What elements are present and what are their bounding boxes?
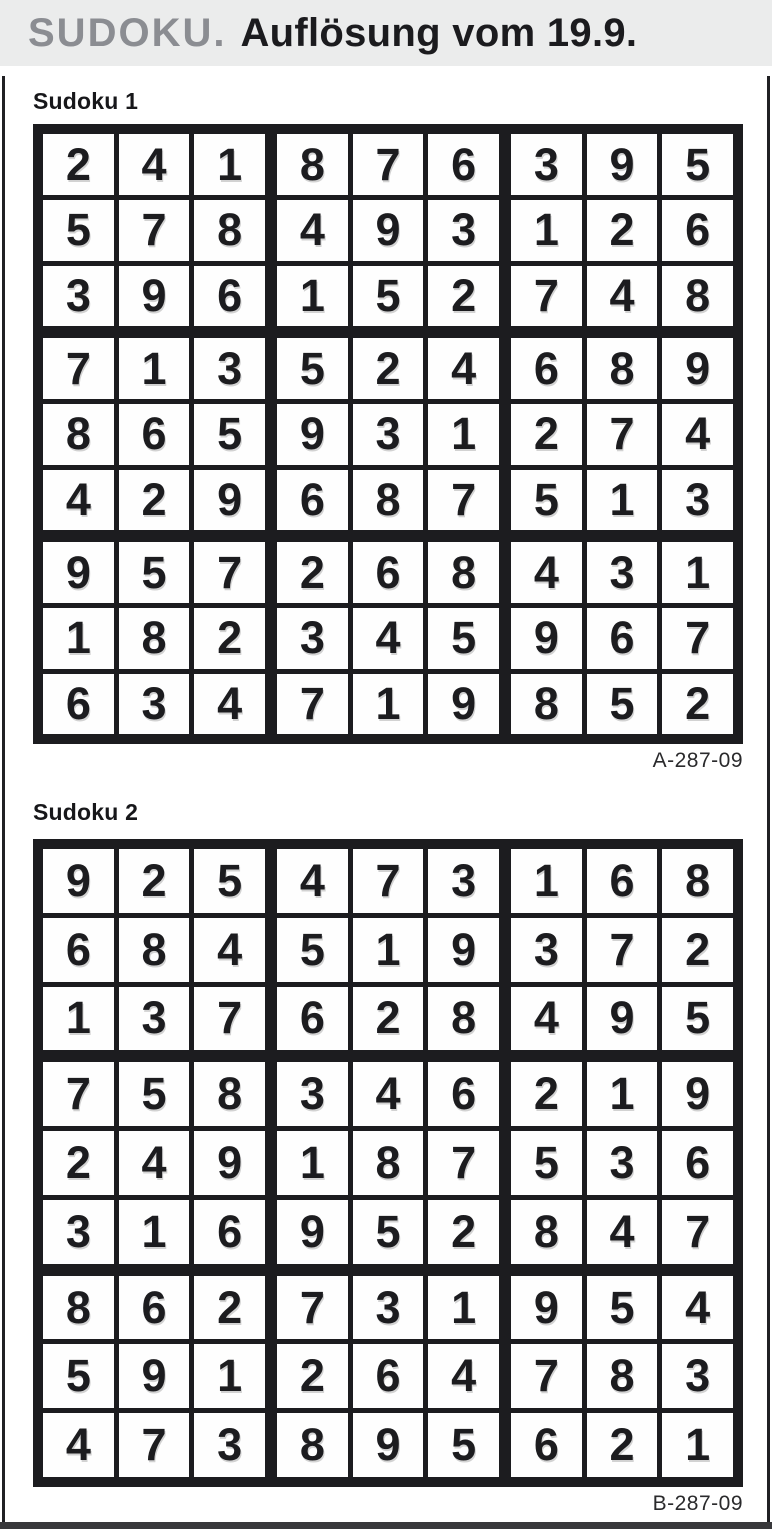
sudoku-grid-1 [33, 124, 743, 744]
sudoku-cell: 7 [428, 470, 499, 531]
sudoku-box [277, 542, 499, 734]
sudoku-box [511, 338, 733, 530]
sudoku-cell: 5 [353, 1200, 424, 1264]
sudoku-cell: 9 [353, 1413, 424, 1477]
sudoku-cell: 9 [194, 470, 265, 531]
puzzle-section-2 [33, 799, 767, 1516]
sudoku-cell: 9 [662, 1062, 733, 1126]
sudoku-cell: 3 [662, 1344, 733, 1408]
sudoku-cell: 8 [119, 608, 190, 669]
sudoku-cell: 2 [277, 542, 348, 603]
sudoku-box [43, 134, 265, 326]
sudoku-cell: 9 [119, 1344, 190, 1408]
sudoku-cell: 7 [194, 987, 265, 1051]
sudoku-cell: 5 [587, 674, 658, 735]
sudoku-cell: 3 [43, 1200, 114, 1264]
sudoku-cell: 9 [194, 1131, 265, 1195]
sudoku-cell: 3 [428, 200, 499, 261]
sudoku-cell: 6 [662, 200, 733, 261]
sudoku-cell: 7 [277, 674, 348, 735]
sudoku-cell: 3 [119, 987, 190, 1051]
sudoku-cell: 1 [587, 1062, 658, 1126]
sudoku-cell: 6 [587, 849, 658, 913]
sudoku-cell: 4 [119, 1131, 190, 1195]
sudoku-box [43, 1062, 265, 1263]
sudoku-box [43, 338, 265, 530]
sudoku-cell: 9 [353, 200, 424, 261]
sudoku-cell: 6 [662, 1131, 733, 1195]
sudoku-cell: 1 [277, 266, 348, 327]
sudoku-cell: 1 [43, 987, 114, 1051]
sudoku-cell: 3 [428, 849, 499, 913]
sudoku-cell: 6 [43, 674, 114, 735]
puzzle-2-label: Sudoku 2 [33, 798, 139, 825]
sudoku-cell: 4 [428, 1344, 499, 1408]
section-brand: SUDOKU. [28, 10, 227, 55]
sudoku-cell: 8 [353, 470, 424, 531]
sudoku-cell: 1 [119, 1200, 190, 1264]
sudoku-cell: 2 [511, 404, 582, 465]
sudoku-cell: 5 [428, 1413, 499, 1477]
sudoku-cell: 8 [277, 1413, 348, 1477]
sudoku-cell: 2 [43, 1131, 114, 1195]
sudoku-box [43, 849, 265, 1050]
sudoku-cell: 3 [511, 134, 582, 195]
sudoku-cell: 5 [662, 134, 733, 195]
sudoku-cell: 4 [43, 470, 114, 531]
sudoku-cell: 7 [353, 134, 424, 195]
sudoku-cell: 3 [587, 542, 658, 603]
sudoku-cell: 9 [119, 266, 190, 327]
sudoku-cell: 5 [43, 200, 114, 261]
sudoku-cell: 1 [119, 338, 190, 399]
sudoku-cell: 6 [194, 266, 265, 327]
sudoku-cell: 6 [511, 338, 582, 399]
sudoku-cell: 3 [119, 674, 190, 735]
sudoku-cell: 9 [43, 849, 114, 913]
sudoku-cell: 4 [119, 134, 190, 195]
sudoku-cell: 8 [662, 266, 733, 327]
sudoku-cell: 7 [662, 1200, 733, 1264]
sudoku-cell: 7 [277, 1276, 348, 1340]
sudoku-cell: 2 [277, 1344, 348, 1408]
sudoku-cell: 9 [277, 404, 348, 465]
sudoku-cell: 2 [43, 134, 114, 195]
sudoku-cell: 1 [194, 134, 265, 195]
sudoku-cell: 2 [587, 200, 658, 261]
sudoku-cell: 9 [43, 542, 114, 603]
sudoku-cell: 4 [194, 918, 265, 982]
sudoku-cell: 8 [353, 1131, 424, 1195]
sudoku-cell: 4 [277, 849, 348, 913]
sudoku-cell: 1 [277, 1131, 348, 1195]
sudoku-cell: 8 [277, 134, 348, 195]
sudoku-cell: 3 [662, 470, 733, 531]
sudoku-cell: 7 [43, 338, 114, 399]
puzzle-2-caption: B-287-09 [652, 1491, 743, 1515]
sudoku-cell: 2 [353, 338, 424, 399]
sudoku-cell: 5 [587, 1276, 658, 1340]
sudoku-cell: 1 [662, 1413, 733, 1477]
sudoku-cell: 3 [194, 338, 265, 399]
sudoku-cell: 6 [43, 918, 114, 982]
sudoku-cell: 9 [511, 1276, 582, 1340]
sudoku-cell: 2 [194, 608, 265, 669]
sudoku-cell: 1 [43, 608, 114, 669]
sudoku-cell: 3 [587, 1131, 658, 1195]
sudoku-cell: 1 [353, 674, 424, 735]
sudoku-cell: 5 [119, 1062, 190, 1126]
content-frame [2, 76, 770, 1522]
sudoku-cell: 9 [662, 338, 733, 399]
sudoku-cell: 9 [428, 674, 499, 735]
sudoku-cell: 2 [353, 987, 424, 1051]
sudoku-box [511, 134, 733, 326]
sudoku-cell: 8 [662, 849, 733, 913]
sudoku-cell: 9 [511, 608, 582, 669]
sudoku-box [511, 1062, 733, 1263]
sudoku-cell: 2 [119, 470, 190, 531]
sudoku-cell: 7 [353, 849, 424, 913]
sudoku-cell: 3 [277, 608, 348, 669]
sudoku-cell: 1 [428, 404, 499, 465]
sudoku-cell: 2 [119, 849, 190, 913]
sudoku-cell: 3 [353, 1276, 424, 1340]
sudoku-cell: 4 [662, 1276, 733, 1340]
sudoku-cell: 6 [353, 1344, 424, 1408]
sudoku-cell: 1 [194, 1344, 265, 1408]
sudoku-grid-2 [33, 839, 743, 1487]
sudoku-cell: 5 [511, 1131, 582, 1195]
sudoku-cell: 6 [353, 542, 424, 603]
sudoku-cell: 6 [119, 1276, 190, 1340]
sudoku-cell: 1 [662, 542, 733, 603]
sudoku-cell: 5 [428, 608, 499, 669]
sudoku-cell: 6 [119, 404, 190, 465]
sudoku-cell: 5 [353, 266, 424, 327]
sudoku-cell: 6 [277, 987, 348, 1051]
sudoku-cell: 7 [511, 1344, 582, 1408]
sudoku-cell: 4 [662, 404, 733, 465]
sudoku-cell: 1 [353, 918, 424, 982]
sudoku-cell: 4 [511, 542, 582, 603]
sudoku-cell: 2 [662, 674, 733, 735]
sudoku-cell: 8 [511, 674, 582, 735]
sudoku-cell: 5 [277, 338, 348, 399]
sudoku-cell: 8 [428, 542, 499, 603]
sudoku-cell: 8 [194, 1062, 265, 1126]
sudoku-cell: 6 [194, 1200, 265, 1264]
sudoku-cell: 3 [43, 266, 114, 327]
sudoku-cell: 5 [511, 470, 582, 531]
sudoku-box [511, 542, 733, 734]
sudoku-cell: 5 [662, 987, 733, 1051]
sudoku-cell: 8 [587, 338, 658, 399]
sudoku-box [277, 1276, 499, 1477]
sudoku-box [511, 1276, 733, 1477]
sudoku-cell: 5 [194, 849, 265, 913]
puzzle-section-1 [33, 88, 767, 773]
sudoku-cell: 8 [119, 918, 190, 982]
sudoku-cell: 7 [194, 542, 265, 603]
sudoku-cell: 4 [587, 1200, 658, 1264]
sudoku-cell: 8 [43, 1276, 114, 1340]
sudoku-box [277, 338, 499, 530]
sudoku-box [277, 134, 499, 326]
sudoku-cell: 1 [587, 470, 658, 531]
sudoku-cell: 7 [119, 1413, 190, 1477]
sudoku-cell: 6 [428, 1062, 499, 1126]
sudoku-cell: 9 [277, 1200, 348, 1264]
sudoku-cell: 8 [428, 987, 499, 1051]
sudoku-cell: 4 [277, 200, 348, 261]
sudoku-cell: 3 [194, 1413, 265, 1477]
sudoku-box [277, 849, 499, 1050]
sudoku-cell: 8 [587, 1344, 658, 1408]
sudoku-cell: 4 [428, 338, 499, 399]
sudoku-cell: 6 [587, 608, 658, 669]
sudoku-cell: 2 [587, 1413, 658, 1477]
sudoku-cell: 2 [428, 1200, 499, 1264]
sudoku-box [43, 1276, 265, 1477]
sudoku-cell: 7 [119, 200, 190, 261]
sudoku-cell: 7 [428, 1131, 499, 1195]
sudoku-cell: 7 [662, 608, 733, 669]
sudoku-cell: 8 [194, 200, 265, 261]
puzzle-1-label: Sudoku 1 [33, 88, 139, 114]
sudoku-cell: 3 [353, 404, 424, 465]
sudoku-cell: 6 [511, 1413, 582, 1477]
sudoku-cell: 9 [587, 987, 658, 1051]
sudoku-cell: 5 [277, 918, 348, 982]
section-header [0, 0, 772, 66]
sudoku-cell: 5 [43, 1344, 114, 1408]
sudoku-cell: 5 [119, 542, 190, 603]
sudoku-cell: 2 [428, 266, 499, 327]
sudoku-cell: 5 [194, 404, 265, 465]
sudoku-cell: 4 [511, 987, 582, 1051]
sudoku-cell: 7 [43, 1062, 114, 1126]
sudoku-cell: 7 [587, 404, 658, 465]
sudoku-cell: 3 [511, 918, 582, 982]
sudoku-cell: 7 [587, 918, 658, 982]
sudoku-box [277, 1062, 499, 1263]
sudoku-box [43, 542, 265, 734]
sudoku-box [511, 849, 733, 1050]
sudoku-cell: 4 [43, 1413, 114, 1477]
page-title: Auflösung vom 19.9. [240, 10, 638, 55]
sudoku-cell: 6 [428, 134, 499, 195]
sudoku-cell: 1 [428, 1276, 499, 1340]
sudoku-cell: 8 [43, 404, 114, 465]
sudoku-cell: 9 [428, 918, 499, 982]
sudoku-cell: 7 [511, 266, 582, 327]
sudoku-cell: 2 [511, 1062, 582, 1126]
sudoku-cell: 4 [194, 674, 265, 735]
bottom-rule [0, 1522, 772, 1529]
sudoku-cell: 4 [587, 266, 658, 327]
sudoku-cell: 9 [587, 134, 658, 195]
sudoku-cell: 1 [511, 849, 582, 913]
sudoku-cell: 3 [277, 1062, 348, 1126]
sudoku-cell: 8 [511, 1200, 582, 1264]
sudoku-cell: 4 [353, 608, 424, 669]
sudoku-cell: 1 [511, 200, 582, 261]
sudoku-cell: 4 [353, 1062, 424, 1126]
sudoku-cell: 2 [662, 918, 733, 982]
sudoku-cell: 2 [194, 1276, 265, 1340]
puzzle-1-caption: A-287-09 [652, 749, 743, 773]
sudoku-cell: 6 [277, 470, 348, 531]
